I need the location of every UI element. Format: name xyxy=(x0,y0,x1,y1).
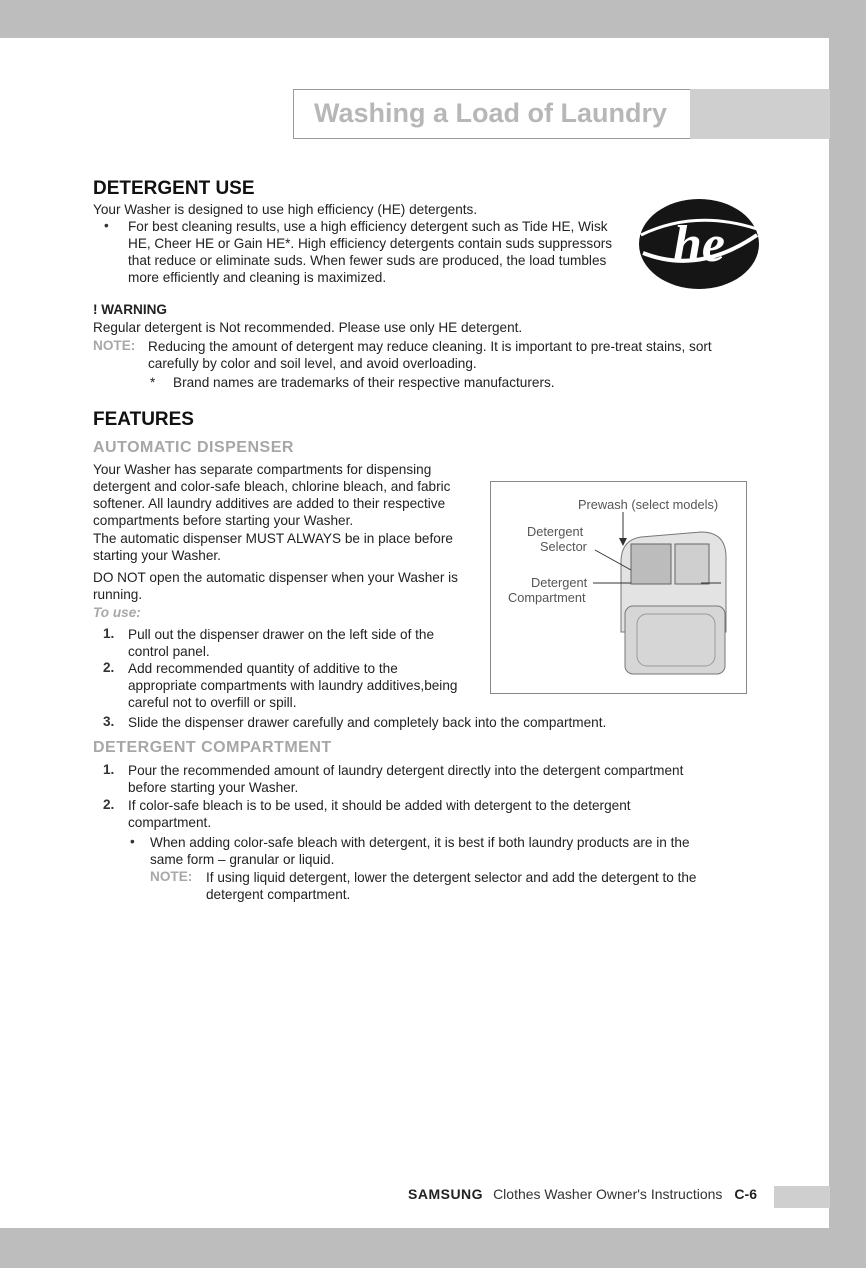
step-2-line-2: appropriate compartments with laundry additives,being xyxy=(128,678,458,693)
figure-label-selector-2: Selector xyxy=(540,539,587,554)
to-use-label: To use: xyxy=(93,605,141,620)
step-1-line-1: Pull out the dispenser drawer on the left side of the xyxy=(128,627,435,642)
comp-note-line-1: If using liquid detergent, lower the detergent selector and add the detergent to the xyxy=(206,870,697,885)
page-footer xyxy=(408,1186,757,1202)
figure-label-compartment-1: Detergent xyxy=(531,575,588,590)
page-title-box xyxy=(293,89,691,139)
step-number: 1. xyxy=(103,762,115,777)
he-logo xyxy=(635,195,763,293)
dispenser-drawing xyxy=(491,482,746,693)
auto-line-3: softener. All laundry additives are added to their respective xyxy=(93,496,446,511)
step-number: 2. xyxy=(103,660,115,675)
note-line-1: Reducing the amount of detergent may reduce cleaning. It is important to pre-treat stains, sort xyxy=(148,339,712,354)
step-2-line-1: Add recommended quantity of additive to the xyxy=(128,661,398,676)
comp-note-label: NOTE: xyxy=(150,869,193,884)
comp-bullet-line-1: When adding color-safe bleach with detergent, it is best if both laundry products are in the xyxy=(150,835,690,850)
comp-step-1-line-2: before starting your Washer. xyxy=(128,780,299,795)
footnote-mark: * xyxy=(150,375,156,390)
auto-line-2: detergent and color-safe bleach, chlorine bleach, and fabric xyxy=(93,479,451,494)
auto-line-8: running. xyxy=(93,587,143,602)
warning-text: Regular detergent is Not recommended. Please use only HE detergent. xyxy=(93,320,523,335)
comp-step-1-line-1: Pour the recommended amount of laundry detergent directly into the detergent compartment xyxy=(128,763,684,778)
note-label: NOTE: xyxy=(93,338,136,353)
dispenser-figure xyxy=(490,481,747,694)
auto-line-5: The automatic dispenser MUST ALWAYS be in place before xyxy=(93,531,453,546)
footer-band xyxy=(774,1186,830,1208)
auto-line-6: starting your Washer. xyxy=(93,548,221,563)
auto-line-1: Your Washer has separate compartments for dispensing xyxy=(93,462,432,477)
comp-step-2-line-1: If color-safe bleach is to be used, it should be added with detergent to the detergent xyxy=(128,798,631,813)
step-1-line-2: control panel. xyxy=(128,644,210,659)
title-band xyxy=(690,89,830,139)
step-3-line-1: Slide the dispenser drawer carefully and completely back into the compartment. xyxy=(128,715,607,730)
step-number: 1. xyxy=(103,626,115,641)
note-line-2: carefully by color and soil level, and avoid overloading. xyxy=(148,356,477,371)
auto-line-4: compartments before starting your Washer. xyxy=(93,513,354,528)
he-logo-text: he xyxy=(673,216,725,273)
warning-label: ! WARNING xyxy=(93,302,168,317)
automatic-dispenser-heading: AUTOMATIC DISPENSER xyxy=(93,439,294,456)
bullet-line-3: that reduce or eliminate suds. When fewer suds are produced, the load tumbles xyxy=(128,253,607,268)
page-border-right xyxy=(829,0,866,1268)
bullet-line-1: For best cleaning results, use a high efficiency detergent such as Tide HE, Wisk xyxy=(128,219,608,234)
footer-brand: SAMSUNG xyxy=(408,1186,484,1202)
bullet-dot: • xyxy=(104,218,109,233)
step-number: 3. xyxy=(103,714,115,729)
bullet-line-2: HE, Cheer HE or Gain HE*. High efficiency detergents contain suds suppressors xyxy=(128,236,613,251)
comp-note-line-2: detergent compartment. xyxy=(206,887,351,902)
detergent-use-heading: DETERGENT USE xyxy=(93,178,255,199)
comp-bullet-dot: • xyxy=(130,834,135,849)
features-heading: FEATURES xyxy=(93,409,194,430)
footer-page-number: C-6 xyxy=(734,1186,757,1202)
bullet-line-4: more efficiently and cleaning is maximized. xyxy=(128,270,387,285)
step-number: 2. xyxy=(103,797,115,812)
detergent-use-intro: Your Washer is designed to use high efficiency (HE) detergents. xyxy=(93,202,478,217)
comp-bullet-line-2: same form – granular or liquid. xyxy=(150,852,335,867)
page-title: Washing a Load of Laundry xyxy=(314,98,668,128)
figure-label-selector-1: Detergent xyxy=(527,524,584,539)
detergent-compartment-heading: DETERGENT COMPARTMENT xyxy=(93,739,332,756)
figure-label-prewash: Prewash (select models) xyxy=(578,497,719,512)
comp-step-2-line-2: compartment. xyxy=(128,815,212,830)
page-border-bottom xyxy=(0,1228,866,1268)
page-border-top xyxy=(0,0,866,38)
auto-line-7: DO NOT open the automatic dispenser when your Washer is xyxy=(93,570,458,585)
footer-doc-title: Clothes Washer Owner's Instructions xyxy=(493,1186,723,1202)
figure-label-compartment-2: Compartment xyxy=(508,590,586,605)
footnote: Brand names are trademarks of their respective manufacturers. xyxy=(173,375,555,390)
step-2-line-3: careful not to overfill or spill. xyxy=(128,695,297,710)
